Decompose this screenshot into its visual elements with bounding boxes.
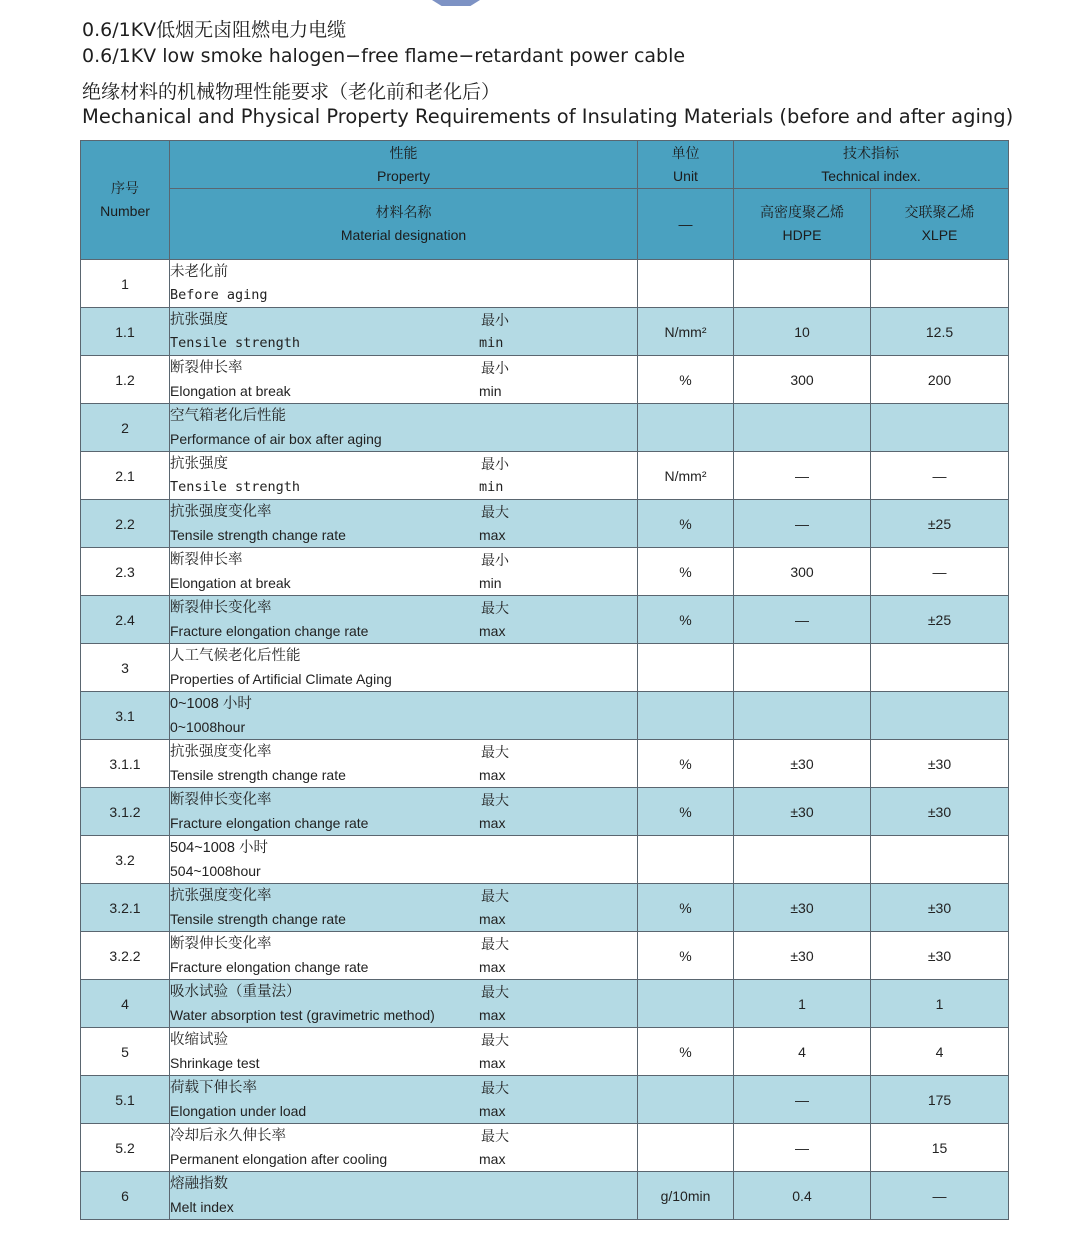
limit-cn: 最小 <box>481 312 509 328</box>
row-property <box>170 788 638 836</box>
row-number: 1 <box>81 260 170 308</box>
header-hdpe: 高密度聚乙烯 HDPE <box>734 189 871 260</box>
row-hdpe-value: ±30 <box>734 740 871 788</box>
row-property <box>170 1124 638 1172</box>
row-property <box>170 548 638 596</box>
property-cn: 抗张强度变化率 <box>170 503 272 520</box>
row-xlpe-value <box>871 644 1009 692</box>
header-property: 性能 Property <box>170 141 638 189</box>
limit-cn: 最小 <box>481 360 509 376</box>
property-en: 0~1008hour <box>170 718 246 735</box>
property-cn: 未老化前 <box>170 263 228 280</box>
row-xlpe-value: ±30 <box>871 788 1009 836</box>
property-cn: 冷却后永久伸长率 <box>170 1127 286 1144</box>
row-unit: % <box>638 932 734 980</box>
property-cn: 断裂伸长率 <box>170 359 243 376</box>
row-number: 3.1.2 <box>81 788 170 836</box>
property-cn: 0~1008 小时 <box>170 695 252 712</box>
row-number: 5 <box>81 1028 170 1076</box>
row-xlpe-value: — <box>871 548 1009 596</box>
row-property <box>170 596 638 644</box>
row-number: 4 <box>81 980 170 1028</box>
row-unit: % <box>638 500 734 548</box>
row-unit <box>638 980 734 1028</box>
property-cn: 断裂伸长变化率 <box>170 791 272 808</box>
row-unit <box>638 1076 734 1124</box>
row-property <box>170 500 638 548</box>
limit-cn: 最大 <box>481 1080 509 1096</box>
header-unit: 单位 Unit <box>638 141 734 189</box>
row-property <box>170 404 638 452</box>
property-en: Tensile strength change rate <box>170 766 346 783</box>
row-xlpe-value: 200 <box>871 356 1009 404</box>
table-row <box>81 452 1009 500</box>
row-hdpe-value: — <box>734 1076 871 1124</box>
property-en: Tensile strength <box>170 334 301 351</box>
property-cn: 抗张强度 <box>170 311 228 328</box>
row-number: 2.1 <box>81 452 170 500</box>
property-en: Permanent elongation after cooling <box>170 1150 388 1167</box>
table-body <box>81 260 1009 1220</box>
row-hdpe-value: 1 <box>734 980 871 1028</box>
table-row <box>81 692 1009 740</box>
limit-en: max <box>479 623 506 639</box>
row-hdpe-value <box>734 692 871 740</box>
title-cn: 0.6/1KV低烟无卤阻燃电力电缆 <box>82 19 347 41</box>
table-row <box>81 260 1009 308</box>
row-unit: % <box>638 788 734 836</box>
row-property <box>170 1172 638 1220</box>
row-xlpe-value: 15 <box>871 1124 1009 1172</box>
row-xlpe-value: ±30 <box>871 884 1009 932</box>
table-row <box>81 932 1009 980</box>
row-property <box>170 884 638 932</box>
row-property <box>170 1076 638 1124</box>
row-xlpe-value <box>871 260 1009 308</box>
row-unit: g/10min <box>638 1172 734 1220</box>
header-material-designation: 材料名称 Material designation <box>170 189 638 260</box>
property-en: Fracture elongation change rate <box>170 622 369 639</box>
row-unit <box>638 260 734 308</box>
limit-en: min <box>479 479 504 495</box>
header-technical-index: 技术指标 Technical index. <box>734 141 1009 189</box>
limit-en: max <box>479 1103 506 1119</box>
row-xlpe-value: 12.5 <box>871 308 1009 356</box>
subtitle-en: Mechanical and Physical Property Requirements of Insulating Materials (before and after aging) <box>82 105 1014 128</box>
property-en: Fracture elongation change rate <box>170 814 369 831</box>
row-unit <box>638 836 734 884</box>
row-xlpe-value: — <box>871 1172 1009 1220</box>
table-row <box>81 1172 1009 1220</box>
table-row <box>81 308 1009 356</box>
row-unit <box>638 1124 734 1172</box>
property-cn: 熔融指数 <box>170 1175 228 1192</box>
limit-cn: 最大 <box>481 504 509 520</box>
limit-cn: 最大 <box>481 1032 509 1048</box>
row-hdpe-value: ±30 <box>734 788 871 836</box>
property-cn: 人工气候老化后性能 <box>170 647 301 664</box>
row-number: 2.4 <box>81 596 170 644</box>
row-xlpe-value <box>871 404 1009 452</box>
row-xlpe-value: ±30 <box>871 932 1009 980</box>
property-en: Before aging <box>170 286 268 303</box>
header-xlpe: 交联聚乙烯 XLPE <box>871 189 1009 260</box>
table-row <box>81 500 1009 548</box>
row-xlpe-value: 175 <box>871 1076 1009 1124</box>
title-en: 0.6/1KV low smoke halogen−free flame−retardant power cable <box>82 45 686 67</box>
property-en: Tensile strength change rate <box>170 526 346 543</box>
row-property <box>170 1028 638 1076</box>
table-row <box>81 1124 1009 1172</box>
limit-cn: 最大 <box>481 792 509 808</box>
row-unit: N/mm² <box>638 308 734 356</box>
row-unit: % <box>638 596 734 644</box>
table-row <box>81 836 1009 884</box>
decorative-top-mark <box>432 0 480 6</box>
row-number: 2.3 <box>81 548 170 596</box>
property-en: Elongation under load <box>170 1102 307 1119</box>
row-number: 1.1 <box>81 308 170 356</box>
row-hdpe-value <box>734 836 871 884</box>
header-number: 序号 Number <box>81 141 170 260</box>
limit-en: min <box>479 383 502 399</box>
row-property <box>170 356 638 404</box>
table-row <box>81 884 1009 932</box>
row-xlpe-value <box>871 836 1009 884</box>
row-number: 3.2.2 <box>81 932 170 980</box>
limit-en: min <box>479 335 504 351</box>
limit-cn: 最小 <box>481 552 509 568</box>
table-row <box>81 356 1009 404</box>
limit-cn: 最大 <box>481 600 509 616</box>
property-en: Fracture elongation change rate <box>170 958 369 975</box>
row-hdpe-value: — <box>734 500 871 548</box>
row-xlpe-value: ±25 <box>871 596 1009 644</box>
row-number: 3.2.1 <box>81 884 170 932</box>
property-en: Properties of Artificial Climate Aging <box>170 670 392 687</box>
row-hdpe-value: 0.4 <box>734 1172 871 1220</box>
property-cn: 收缩试验 <box>170 1031 228 1048</box>
row-unit <box>638 692 734 740</box>
row-hdpe-value: — <box>734 1124 871 1172</box>
row-unit: % <box>638 1028 734 1076</box>
header-unit-dash: — <box>638 189 734 260</box>
row-unit: % <box>638 884 734 932</box>
row-property <box>170 260 638 308</box>
property-en: Elongation at break <box>170 382 291 399</box>
property-cn: 504~1008 小时 <box>170 839 268 856</box>
table-row <box>81 740 1009 788</box>
row-number: 3.1 <box>81 692 170 740</box>
subtitle-cn: 绝缘材料的机械物理性能要求（老化前和老化后） <box>82 81 501 103</box>
property-en: Elongation at break <box>170 574 291 591</box>
property-cn: 抗张强度变化率 <box>170 743 272 760</box>
limit-en: max <box>479 767 506 783</box>
property-cn: 吸水试验（重量法） <box>170 983 301 1000</box>
limit-cn: 最大 <box>481 1128 509 1144</box>
row-unit: N/mm² <box>638 452 734 500</box>
row-property <box>170 836 638 884</box>
property-cn: 断裂伸长率 <box>170 551 243 568</box>
property-en: Tensile strength change rate <box>170 910 346 927</box>
limit-cn: 最大 <box>481 936 509 952</box>
property-en: Water absorption test (gravimetric method) <box>170 1006 435 1023</box>
row-xlpe-value <box>871 692 1009 740</box>
property-en: Tensile strength <box>170 478 301 495</box>
property-cn: 断裂伸长变化率 <box>170 599 272 616</box>
row-hdpe-value <box>734 260 871 308</box>
row-xlpe-value: ±30 <box>871 740 1009 788</box>
row-number: 3 <box>81 644 170 692</box>
row-property <box>170 980 638 1028</box>
property-table <box>80 140 1009 1220</box>
property-cn: 抗张强度变化率 <box>170 887 272 904</box>
property-en: Performance of air box after aging <box>170 430 382 447</box>
row-hdpe-value: 300 <box>734 548 871 596</box>
row-number: 3.1.1 <box>81 740 170 788</box>
table-row <box>81 404 1009 452</box>
limit-en: max <box>479 911 506 927</box>
row-property <box>170 452 638 500</box>
property-en: 504~1008hour <box>170 862 261 879</box>
row-xlpe-value: 1 <box>871 980 1009 1028</box>
limit-cn: 最大 <box>481 888 509 904</box>
row-number: 2 <box>81 404 170 452</box>
row-number: 1.2 <box>81 356 170 404</box>
row-property <box>170 932 638 980</box>
row-hdpe-value: — <box>734 452 871 500</box>
row-number: 6 <box>81 1172 170 1220</box>
row-property <box>170 644 638 692</box>
row-number: 2.2 <box>81 500 170 548</box>
property-en: Melt index <box>170 1198 234 1215</box>
table-row <box>81 980 1009 1028</box>
table-row <box>81 1028 1009 1076</box>
row-unit: % <box>638 356 734 404</box>
row-xlpe-value: 4 <box>871 1028 1009 1076</box>
limit-cn: 最大 <box>481 744 509 760</box>
row-unit <box>638 404 734 452</box>
limit-en: max <box>479 1151 506 1167</box>
limit-cn: 最小 <box>481 456 509 472</box>
row-xlpe-value: ±25 <box>871 500 1009 548</box>
row-hdpe-value: 300 <box>734 356 871 404</box>
row-hdpe-value: 4 <box>734 1028 871 1076</box>
row-property <box>170 308 638 356</box>
table-row <box>81 788 1009 836</box>
row-hdpe-value: ±30 <box>734 884 871 932</box>
limit-en: max <box>479 815 506 831</box>
row-xlpe-value: — <box>871 452 1009 500</box>
row-hdpe-value <box>734 404 871 452</box>
limit-en: min <box>479 575 502 591</box>
row-number: 3.2 <box>81 836 170 884</box>
property-cn: 断裂伸长变化率 <box>170 935 272 952</box>
property-en: Shrinkage test <box>170 1054 260 1071</box>
limit-en: max <box>479 527 506 543</box>
row-hdpe-value: ±30 <box>734 932 871 980</box>
table-row <box>81 548 1009 596</box>
row-unit: % <box>638 548 734 596</box>
row-number: 5.2 <box>81 1124 170 1172</box>
row-hdpe-value: 10 <box>734 308 871 356</box>
property-cn: 空气箱老化后性能 <box>170 407 286 424</box>
row-property <box>170 740 638 788</box>
row-hdpe-value: — <box>734 596 871 644</box>
row-unit <box>638 644 734 692</box>
limit-en: max <box>479 1055 506 1071</box>
table-row <box>81 1076 1009 1124</box>
row-hdpe-value <box>734 644 871 692</box>
property-cn: 抗张强度 <box>170 455 228 472</box>
property-cn: 荷载下伸长率 <box>170 1079 257 1096</box>
row-property <box>170 692 638 740</box>
table-row <box>81 644 1009 692</box>
table-row <box>81 596 1009 644</box>
limit-cn: 最大 <box>481 984 509 1000</box>
limit-en: max <box>479 1007 506 1023</box>
limit-en: max <box>479 959 506 975</box>
row-number: 5.1 <box>81 1076 170 1124</box>
row-unit: % <box>638 740 734 788</box>
